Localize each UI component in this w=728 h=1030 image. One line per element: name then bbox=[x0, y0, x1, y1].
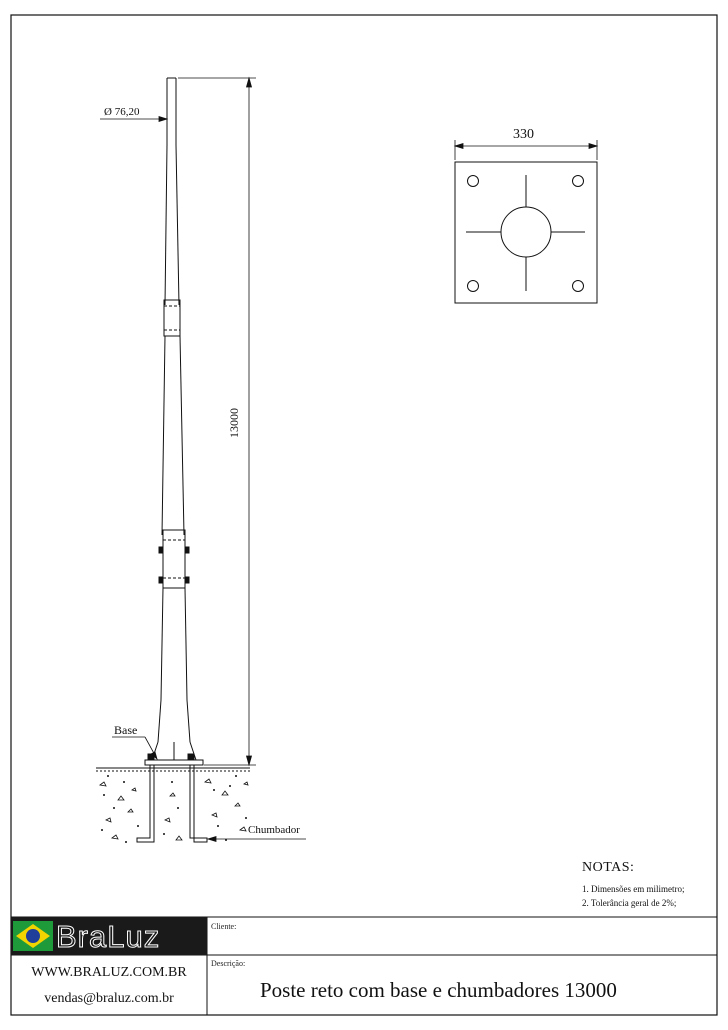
base-plate-top-view bbox=[455, 162, 597, 303]
logo-text: BraLuz bbox=[56, 919, 161, 954]
notes-title: NOTAS: bbox=[582, 860, 635, 875]
note-item: 2. Tolerância geral de 2%; bbox=[582, 898, 677, 908]
height-dimension bbox=[178, 78, 256, 765]
brazil-flag-icon bbox=[13, 921, 53, 951]
plate-width-label: 330 bbox=[513, 127, 534, 142]
anchor-label: Chumbador bbox=[248, 824, 300, 836]
email-text[interactable]: vendas@braluz.com.br bbox=[44, 991, 174, 1006]
diameter-label: Ø 76,20 bbox=[104, 106, 140, 118]
braluz-logo bbox=[11, 917, 207, 955]
description-value: Poste reto com base e chumbadores 13000 bbox=[260, 978, 617, 1002]
plate-width-dimension bbox=[455, 140, 597, 160]
description-label: Descrição: bbox=[211, 959, 246, 968]
client-label: Cliente: bbox=[211, 922, 237, 931]
website-text[interactable]: WWW.BRALUZ.COM.BR bbox=[31, 965, 187, 980]
height-dimension-label: 13000 bbox=[227, 408, 241, 438]
ground-foundation bbox=[96, 765, 250, 843]
anchor-leader bbox=[208, 837, 306, 842]
base-label: Base bbox=[114, 723, 138, 737]
note-item: 1. Dimensões em milimetro; bbox=[582, 884, 685, 894]
pole-elevation bbox=[145, 78, 203, 765]
